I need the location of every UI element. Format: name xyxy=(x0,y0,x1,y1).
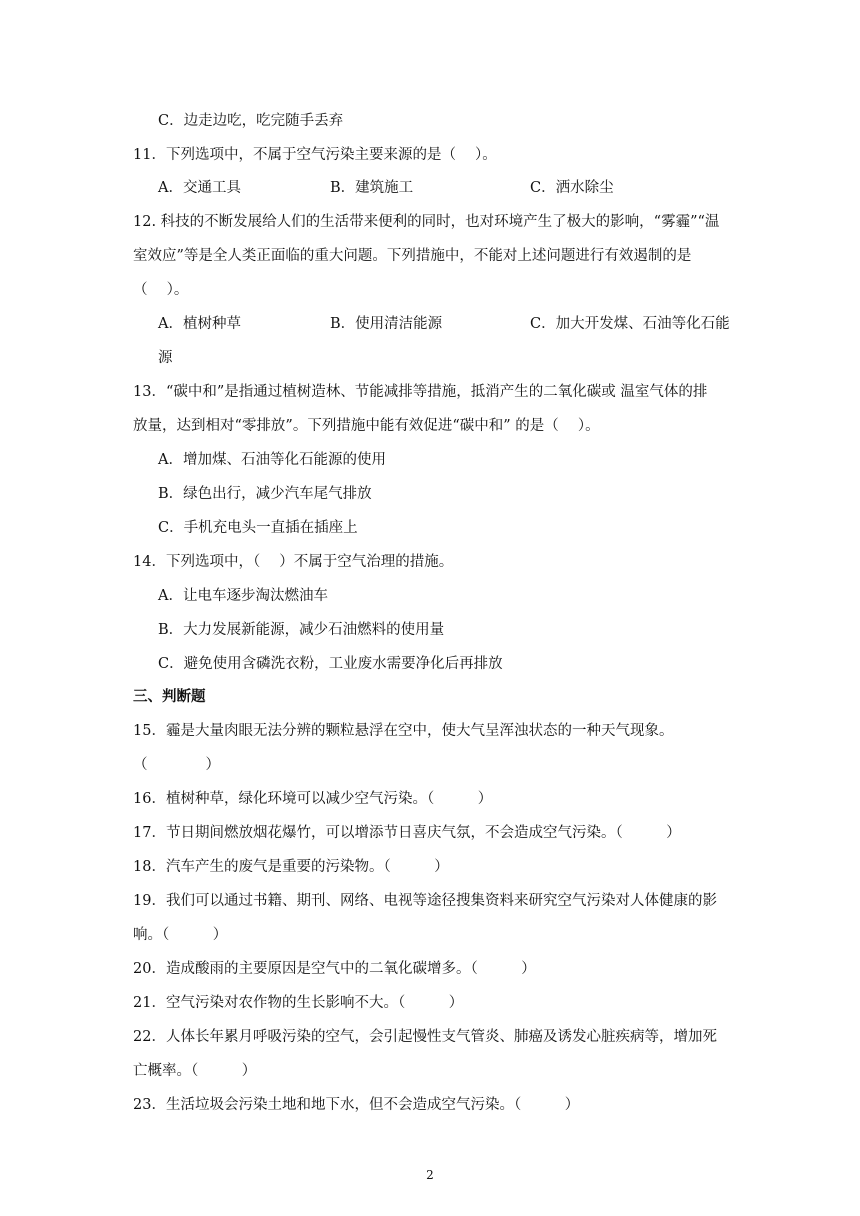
q15-stem: 15．霾是大量肉眼无法分辨的颗粒悬浮在空中，使大气呈浑浊状态的一种天气现象。 xyxy=(133,723,674,739)
q23-stem: 23．生活垃圾会污染土地和地下水，但不会造成空气污染。（ ） xyxy=(133,1097,580,1113)
q12-stem-line1: 12. 科技的不断发展给人们的生活带来便利的同时，也对环境产生了极大的影响，“雾霾”“温 xyxy=(133,214,720,230)
q19-stem-line2: 响。（ ） xyxy=(133,927,228,943)
q20-stem: 20．造成酸雨的主要原因是空气中的二氧化碳增多。（ ） xyxy=(133,961,536,977)
q19-stem-line1: 19．我们可以通过书籍、期刊、网络、电视等途径搜集资料来研究空气污染对人体健康的影 xyxy=(133,893,717,909)
q11-option-a: A．交通工具 xyxy=(158,180,241,196)
q21-stem: 21．空气污染对农作物的生长影响不大。（ ） xyxy=(133,995,464,1011)
q13-option-c: C．手机充电头一直插在插座上 xyxy=(158,520,358,536)
q17-stem: 17．节日期间燃放烟花爆竹，可以增添节日喜庆气氛，不会造成空气污染。（ ） xyxy=(133,825,681,841)
q12-option-b: B．使用清洁能源 xyxy=(330,316,443,332)
q22-stem-line2: 亡概率。（ ） xyxy=(133,1063,257,1079)
q12-option-a: A．植树种草 xyxy=(158,316,241,332)
q12-option-c: C．加大开发煤、石油等化石能 xyxy=(530,316,730,332)
q12-stem-line3: （ ）。 xyxy=(133,282,189,298)
q10-option-c: C．边走边吃，吃完随手丢弃 xyxy=(158,113,344,129)
q15-answer-blank: （ ） xyxy=(133,757,220,773)
q22-stem-line1: 22．人体长年累月呼吸污染的空气，会引起慢性支气管炎、肺癌及诱发心脏疾病等，增加死 xyxy=(133,1029,717,1045)
q11-option-c: C．洒水除尘 xyxy=(530,180,614,196)
q13-option-b: B．绿色出行，减少汽车尾气排放 xyxy=(158,486,372,502)
q13-stem-line2: 放量，达到相对“零排放”。下列措施中能有效促进“碳中和” 的是（ ）。 xyxy=(133,418,600,434)
q16-stem: 16．植树种草，绿化环境可以减少空气污染。（ ） xyxy=(133,791,493,807)
q13-stem-line1: 13．“碳中和”是指通过植树造林、节能减排等措施，抵消产生的二氧化碳或 温室气体的排 xyxy=(133,384,708,400)
q14-stem: 14．下列选项中，（ ）不属于空气治理的措施。 xyxy=(133,554,454,570)
page-number: 2 xyxy=(426,1168,434,1182)
q12-stem-line2: 室效应”等是全人类正面临的重大问题。下列措施中，不能对上述问题进行有效遏制的是 xyxy=(133,248,692,264)
q13-option-a: A．增加煤、石油等化石能源的使用 xyxy=(158,452,386,468)
section-heading-true-false: 三、判断题 xyxy=(133,688,206,705)
q14-option-c: C．避免使用含磷洗衣粉，工业废水需要净化后再排放 xyxy=(158,656,503,672)
q14-option-a: A．让电车逐步淘汰燃油车 xyxy=(158,588,328,604)
q11-stem: 11．下列选项中，不属于空气污染主要来源的是（ ）。 xyxy=(133,147,497,163)
q12-option-c-cont: 源 xyxy=(158,350,173,366)
q11-option-b: B．建筑施工 xyxy=(330,180,414,196)
q18-stem: 18．汽车产生的废气是重要的污染物。（ ） xyxy=(133,859,449,875)
q14-option-b: B．大力发展新能源，减少石油燃料的使用量 xyxy=(158,622,445,638)
